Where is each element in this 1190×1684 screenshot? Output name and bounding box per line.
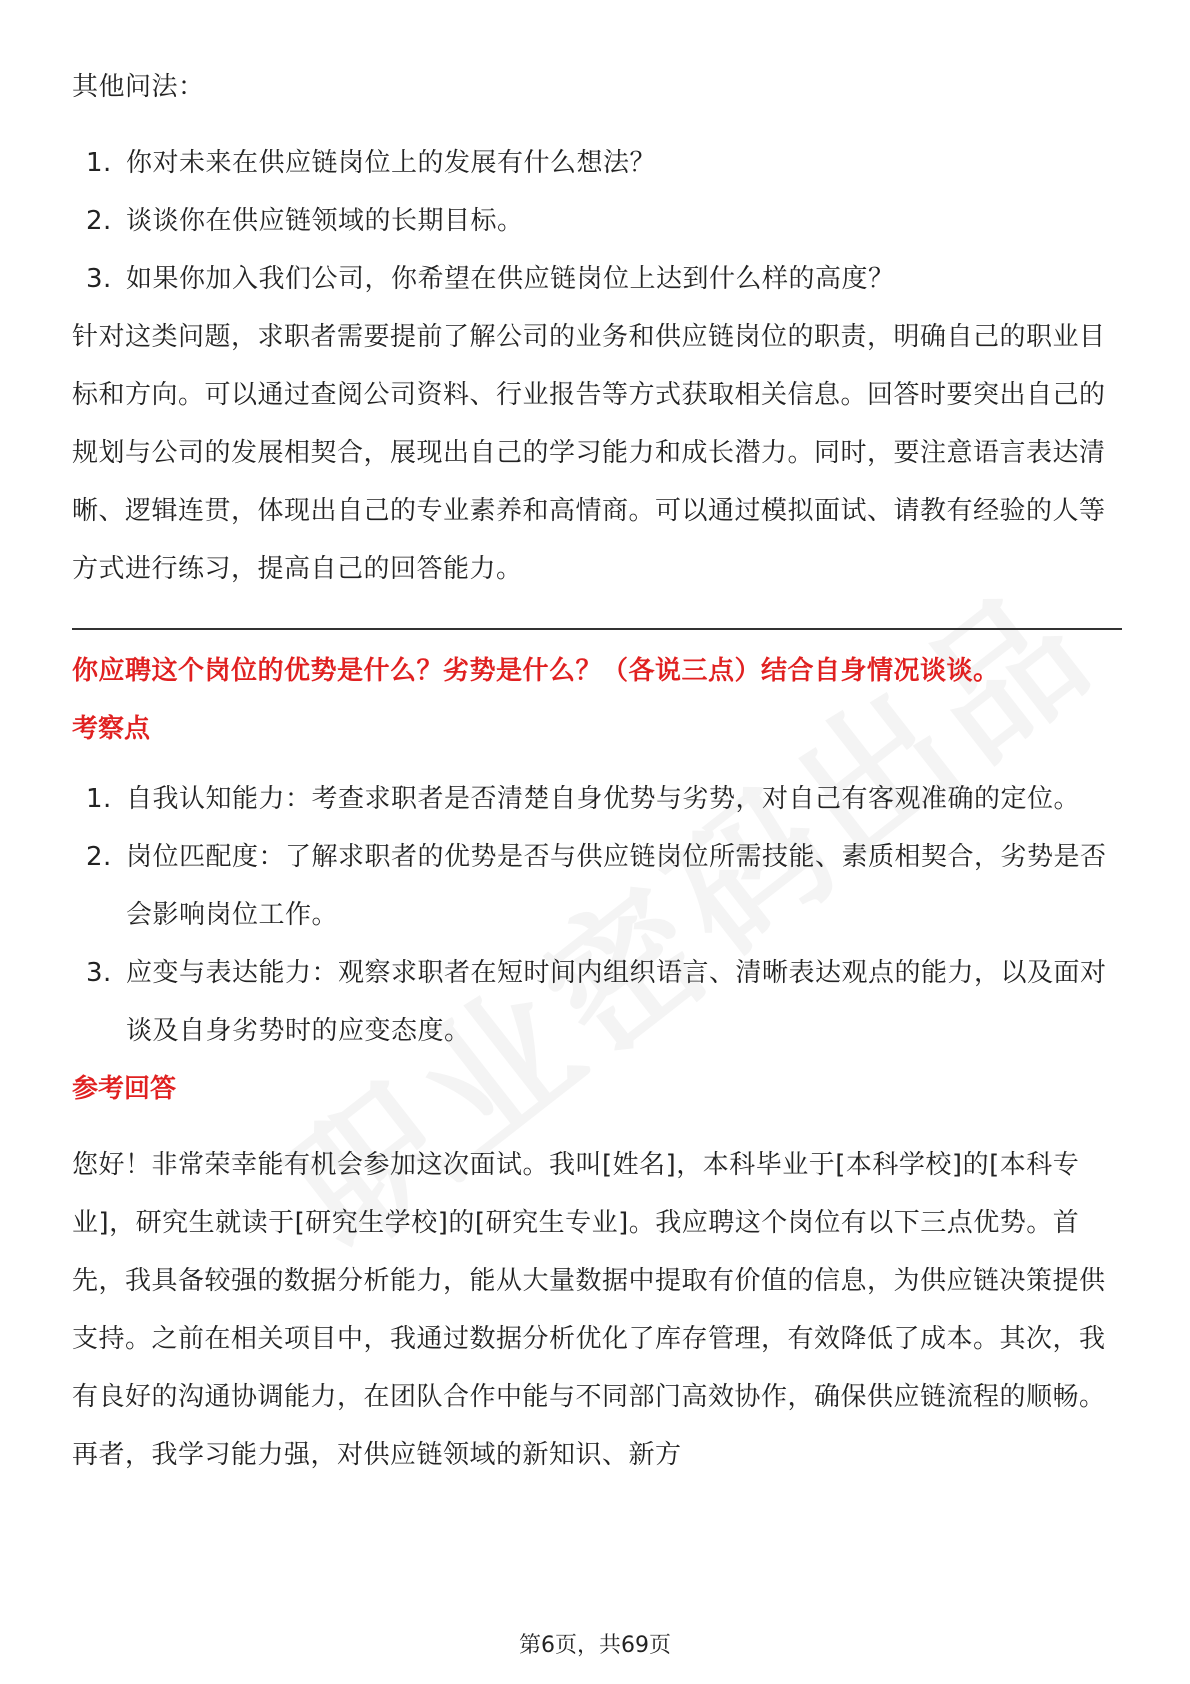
list-text: 谈谈你在供应链领域的长期目标。 (126, 206, 524, 236)
advice-paragraph: 针对这类问题，求职者需要提前了解公司的业务和供应链岗位的职责，明确自己的职业目标和方向。可以通过查阅公司资料、行业报告等方式获取相关信息。回答时要突出自己的规划与公司的发展相契合，展现出自己的学习能力和成长潜力。同时，要注意语言表达清晰、逻辑连贯，体现出自己的专业素养和高情商。可以通过模拟面试、请教有经验的人等方式进行练习，提高自己的回答能力。 (72, 322, 1106, 584)
list-text: 应变与表达能力：观察求职者在短时间内组织语言、清晰表达观点的能力，以及面对谈及自身劣势时的应变态度。 (126, 958, 1107, 1046)
list-text: 如果你加入我们公司，你希望在供应链岗位上达到什么样的高度？ (126, 264, 895, 294)
list-item (72, 944, 1122, 1060)
list-number: 3. (86, 958, 112, 988)
list-item (72, 250, 1122, 308)
list-number: 2. (86, 206, 112, 236)
focus-points-heading: 考察点 (72, 714, 151, 744)
section-divider (72, 628, 1122, 630)
list-text: 自我认知能力：考查求职者是否清楚自身优势与劣势，对自己有客观准确的定位。 (126, 784, 1081, 814)
reference-answer-paragraph: 您好！非常荣幸能有机会参加这次面试。我叫[姓名]，本科毕业于[本科学校]的[本科专业]，研究生就读于[研究生学校]的[研究生专业]。我应聘这个岗位有以下三点优势。首先，我具备较强的数据分析能力，能从大量数据中提取有价值的信息，为供应链决策提供支持。之前在相关项目中，我通过数据分析优化了库存管理，有效降低了成本。其次，我有良好的沟通协调能力，在团队合作中能与不同部门高效协作，确保供应链流程的顺畅。再者，我学习能力强，对供应链领域的新知识、新方 (72, 1150, 1106, 1470)
reference-answer-heading: 参考回答 (72, 1074, 177, 1104)
alternate-questions-list (72, 134, 1122, 308)
alternate-questions-intro: 其他问法： (72, 72, 205, 102)
list-text: 岗位匹配度：了解求职者的优势是否与供应链岗位所需技能、素质相契合，劣势是否会影响岗位工作。 (126, 842, 1107, 930)
list-text: 你对未来在供应链岗位上的发展有什么想法？ (126, 148, 657, 178)
page-number-footer: 第6页，共69页 (519, 1633, 671, 1658)
list-item (72, 828, 1122, 944)
focus-points-list (72, 770, 1122, 1060)
list-item (72, 770, 1122, 828)
list-number: 1. (86, 784, 112, 814)
list-item (72, 134, 1122, 192)
page-content (72, 58, 1122, 1484)
list-number: 1. (86, 148, 112, 178)
interview-question-heading: 你应聘这个岗位的优势是什么？劣势是什么？（各说三点）结合自身情况谈谈。 (72, 656, 1000, 686)
list-item (72, 192, 1122, 250)
list-number: 2. (86, 842, 112, 872)
list-number: 3. (86, 264, 112, 294)
